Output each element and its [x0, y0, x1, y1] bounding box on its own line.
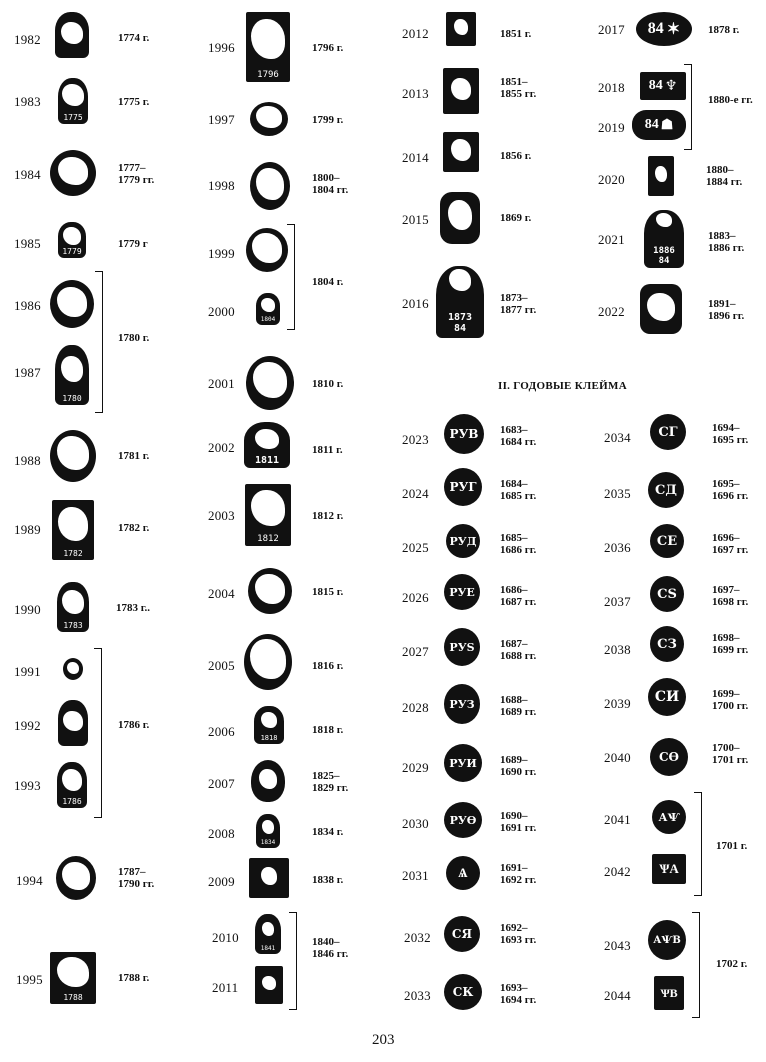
entry-date: 1834 г. — [312, 826, 344, 838]
hallmark-george-icon — [440, 192, 480, 244]
group-bracket — [95, 271, 103, 413]
hallmark-george-icon: 1796 — [246, 12, 290, 82]
entry-number: 2010 — [212, 930, 239, 945]
entry-number: 2030 — [402, 816, 429, 831]
entry-number: 1983 — [14, 94, 41, 109]
hallmark-george-icon — [55, 12, 89, 58]
year-mark-icon: ѰА — [652, 854, 686, 884]
entry-date: 1689– 1690 гг. — [500, 754, 537, 778]
hallmark-george-icon — [248, 568, 292, 614]
entry-number: 2014 — [402, 150, 429, 165]
entry-date: 1851 г. — [500, 28, 532, 40]
entry-date: 1787– 1790 гг. — [118, 866, 155, 890]
hallmark-george-icon: 1812 — [245, 484, 291, 546]
year-mark-icon: РУЗ — [444, 684, 480, 724]
entry-number: 2025 — [402, 540, 429, 555]
entry-number: 2021 — [598, 232, 625, 247]
entry-number: 1996 — [208, 40, 235, 55]
entry-date: 1878 г. — [708, 24, 740, 36]
hallmark-george-icon: 1788 — [50, 952, 96, 1004]
hallmark-george-icon: 1873 84 — [436, 266, 484, 338]
entry-date: 1883– 1886 гг. — [708, 230, 745, 254]
year-mark-icon: АѰВ — [648, 920, 686, 960]
hallmark-george-icon — [443, 68, 479, 114]
entry-number: 1992 — [14, 718, 41, 733]
year-mark-icon: РУS — [444, 628, 480, 666]
entry-number: 2013 — [402, 86, 429, 101]
group-bracket — [692, 912, 700, 1018]
entry-number: 1993 — [14, 778, 41, 793]
entry-number: 2008 — [208, 826, 235, 841]
hallmark-george-icon: 1786 — [57, 762, 87, 808]
entry-number: 2002 — [208, 440, 235, 455]
entry-number: 2018 — [598, 80, 625, 95]
hallmark-rect-icon: 84 ♆ — [640, 72, 686, 100]
hallmark-oval-icon: 84 ✶ — [636, 12, 692, 46]
entry-date: 1779 г — [118, 238, 148, 250]
group-date: 1840– 1846 гг. — [312, 936, 349, 960]
entry-number: 1995 — [16, 972, 43, 987]
entry-number: 1999 — [208, 246, 235, 261]
entry-number: 2019 — [598, 120, 625, 135]
entry-date: 1851– 1855 гг. — [500, 76, 537, 100]
entry-number: 2009 — [208, 874, 235, 889]
page-number: 203 — [372, 1032, 395, 1048]
entry-date: 1697– 1698 гг. — [712, 584, 749, 608]
entry-date: 1873– 1877 гг. — [500, 292, 537, 316]
group-bracket — [684, 64, 692, 150]
hallmark-george-icon: 1818 — [254, 706, 284, 744]
hallmark-george-icon: 1834 — [256, 814, 280, 848]
entry-date: 1694– 1695 гг. — [712, 422, 749, 446]
entry-date: 1783 г.. — [116, 602, 151, 614]
entry-date: 1782 г. — [118, 522, 150, 534]
hallmark-george-icon — [246, 356, 294, 410]
entry-number: 2039 — [604, 696, 631, 711]
hallmark-george-icon — [249, 858, 289, 898]
entry-date: 1796 г. — [312, 42, 344, 54]
hallmark-george-icon — [50, 430, 96, 482]
entry-date: 1683– 1684 гг. — [500, 424, 537, 448]
hallmark-george-icon — [50, 150, 96, 196]
entry-date: 1695– 1696 гг. — [712, 478, 749, 502]
entry-number: 2011 — [212, 980, 239, 995]
entry-date: 1775 г. — [118, 96, 150, 108]
entry-number: 1991 — [14, 664, 41, 679]
entry-date: 1693– 1694 гг. — [500, 982, 537, 1006]
group-bracket — [694, 792, 702, 896]
hallmark-george-icon — [50, 280, 94, 328]
entry-number: 1990 — [14, 602, 41, 617]
entry-date: 1774 г. — [118, 32, 150, 44]
entry-number: 2036 — [604, 540, 631, 555]
entry-number: 1989 — [14, 522, 41, 537]
entry-number: 2006 — [208, 724, 235, 739]
entry-date: 1818 г. — [312, 724, 344, 736]
entry-number: 1985 — [14, 236, 41, 251]
section-heading: II. ГОДОВЫЕ КЛЕЙМА — [498, 380, 627, 392]
entry-number: 2037 — [604, 594, 631, 609]
hallmark-george-icon — [244, 634, 292, 690]
entry-number: 2005 — [208, 658, 235, 673]
hallmark-george-icon — [640, 284, 682, 334]
entry-number: 2022 — [598, 304, 625, 319]
year-mark-icon: РУД — [446, 524, 480, 558]
year-mark-icon: РУГ — [444, 468, 482, 506]
year-mark-icon: СК — [444, 974, 482, 1010]
entry-number: 2034 — [604, 430, 631, 445]
group-bracket — [94, 648, 102, 818]
hallmark-george-icon: 1811 — [244, 422, 290, 468]
entry-number: 2041 — [604, 812, 631, 827]
year-mark-icon: СЗ — [650, 626, 684, 662]
entry-number: 2027 — [402, 644, 429, 659]
entry-date: 1810 г. — [312, 378, 344, 390]
entry-number: 1997 — [208, 112, 235, 127]
hallmark-george-icon: 1780 — [55, 345, 89, 405]
entry-date: 1799 г. — [312, 114, 344, 126]
entry-date: 1788 г. — [118, 972, 150, 984]
year-mark-icon: РУѲ — [444, 802, 482, 838]
entry-date: 1696– 1697 гг. — [712, 532, 749, 556]
year-mark-icon: РУЕ — [444, 574, 480, 610]
hallmark-george-icon: 1779 — [58, 222, 86, 258]
entry-date: 1781 г. — [118, 450, 150, 462]
entry-date: 1688– 1689 гг. — [500, 694, 537, 718]
entry-number: 2031 — [402, 868, 429, 883]
entry-number: 2020 — [598, 172, 625, 187]
entry-number: 1988 — [14, 453, 41, 468]
entry-number: 2035 — [604, 486, 631, 501]
hallmark-george-icon: 1804 — [256, 293, 280, 325]
entry-date: 1800– 1804 гг. — [312, 172, 349, 196]
entry-date: 1880– 1884 гг. — [706, 164, 743, 188]
entry-date: 1825– 1829 гг. — [312, 770, 349, 794]
group-bracket — [287, 224, 295, 330]
entry-number: 1987 — [14, 365, 41, 380]
year-mark-icon: СИ — [648, 678, 686, 716]
hallmark-george-icon — [246, 228, 288, 272]
entry-date: 1685– 1686 гг. — [500, 532, 537, 556]
entry-number: 1998 — [208, 178, 235, 193]
year-mark-icon: СѲ — [650, 738, 688, 776]
hallmark-oval-icon: 84 ☗ — [632, 110, 686, 140]
entry-date: 1700– 1701 гг. — [712, 742, 749, 766]
entry-date: 1815 г. — [312, 586, 344, 598]
hallmark-george-icon: 1841 — [255, 914, 281, 954]
entry-date: 1699– 1700 гг. — [712, 688, 749, 712]
hallmark-george-icon — [250, 162, 290, 210]
group-date: 1804 г. — [312, 276, 344, 288]
entry-number: 2023 — [402, 432, 429, 447]
entry-number: 2003 — [208, 508, 235, 523]
entry-number: 2044 — [604, 988, 631, 1003]
year-mark-icon: СS — [650, 576, 684, 612]
entry-number: 2000 — [208, 304, 235, 319]
entry-number: 2029 — [402, 760, 429, 775]
entry-number: 2042 — [604, 864, 631, 879]
entry-date: 1690– 1691 гг. — [500, 810, 537, 834]
entry-date: 1691– 1692 гг. — [500, 862, 537, 886]
entry-date: 1684– 1685 гг. — [500, 478, 537, 502]
hallmark-george-icon — [251, 760, 285, 802]
hallmark-george-icon: 1775 — [58, 78, 88, 124]
year-mark-icon: СЯ — [444, 916, 480, 952]
entry-number: 1984 — [14, 167, 41, 182]
group-bracket — [289, 912, 297, 1010]
entry-date: 1816 г. — [312, 660, 344, 672]
hallmark-george-icon — [446, 12, 476, 46]
entry-date: 1856 г. — [500, 150, 532, 162]
entry-date: 1686– 1687 гг. — [500, 584, 537, 608]
entry-number: 2024 — [402, 486, 429, 501]
entry-date: 1869 г. — [500, 212, 532, 224]
entry-number: 2007 — [208, 776, 235, 791]
group-date: 1880-е гг. — [708, 94, 753, 106]
year-mark-icon: СГ — [650, 414, 686, 450]
entry-number: 2001 — [208, 376, 235, 391]
entry-date: 1838 г. — [312, 874, 344, 886]
group-date: 1780 г. — [118, 332, 150, 344]
hallmark-george-icon — [58, 700, 88, 746]
year-mark-icon: ѰВ — [654, 976, 684, 1010]
hallmark-george-icon — [63, 658, 83, 680]
group-date: 1786 г. — [118, 719, 150, 731]
entry-number: 2033 — [404, 988, 431, 1003]
entry-number: 2012 — [402, 26, 429, 41]
entry-date: 1687– 1688 гг. — [500, 638, 537, 662]
entry-number: 1986 — [14, 298, 41, 313]
year-mark-icon: РУВ — [444, 414, 484, 454]
entry-number: 2028 — [402, 700, 429, 715]
hallmark-george-icon — [56, 856, 96, 900]
entry-number: 1982 — [14, 32, 41, 47]
group-date: 1702 г. — [716, 958, 748, 970]
year-mark-icon: АѰ — [652, 800, 686, 834]
entry-number: 2043 — [604, 938, 631, 953]
entry-number: 2017 — [598, 22, 625, 37]
year-mark-icon: Ѧ — [446, 856, 480, 890]
entry-date: 1811 г. — [312, 444, 343, 456]
entry-number: 2038 — [604, 642, 631, 657]
entry-number: 2016 — [402, 296, 429, 311]
entry-date: 1812 г. — [312, 510, 344, 522]
entry-date: 1692– 1693 гг. — [500, 922, 537, 946]
entry-number: 2004 — [208, 586, 235, 601]
entry-number: 2040 — [604, 750, 631, 765]
hallmark-george-icon — [648, 156, 674, 196]
hallmark-george-icon: 1783 — [57, 582, 89, 632]
year-mark-icon: СД — [648, 472, 684, 508]
year-mark-icon: СЕ — [650, 524, 684, 558]
entry-number: 2026 — [402, 590, 429, 605]
entry-date: 1777– 1779 гг. — [118, 162, 155, 186]
entry-number: 2015 — [402, 212, 429, 227]
entry-number: 1994 — [16, 873, 43, 888]
entry-date: 1891– 1896 гг. — [708, 298, 745, 322]
year-mark-icon: РУИ — [444, 744, 482, 782]
group-date: 1701 г. — [716, 840, 748, 852]
hallmark-george-icon: 1782 — [52, 500, 94, 560]
hallmark-george-icon — [250, 102, 288, 136]
hallmark-george-icon — [255, 966, 283, 1004]
entry-date: 1698– 1699 гг. — [712, 632, 749, 656]
hallmark-george-icon: 1886 84 — [644, 210, 684, 268]
hallmark-george-icon — [443, 132, 479, 172]
entry-number: 2032 — [404, 930, 431, 945]
